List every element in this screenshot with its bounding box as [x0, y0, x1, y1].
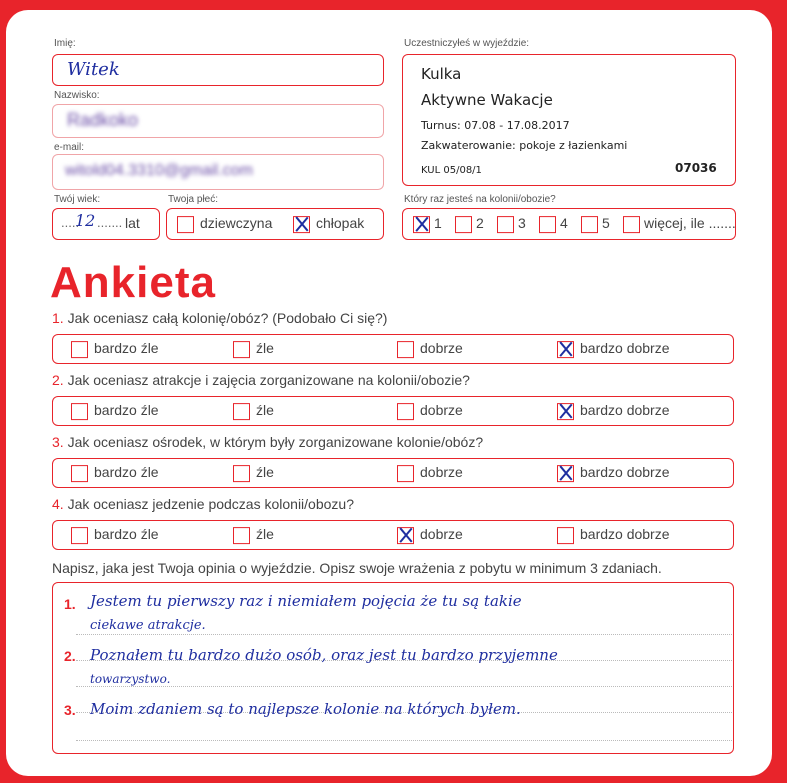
attendance-checkbox[interactable] [581, 216, 598, 233]
rating-label: bardzo dobrze [580, 402, 670, 419]
attendance-option-label: 2 [476, 215, 484, 232]
attendance-option-label: więcej, ile ....... [644, 215, 736, 232]
rating-option[interactable] [557, 402, 670, 420]
rating-label: źle [256, 402, 274, 419]
rating-checkbox[interactable] [557, 341, 574, 358]
rating-option[interactable] [397, 340, 463, 358]
attendance-option-label: 1 [434, 215, 442, 232]
rating-checkbox[interactable] [233, 341, 250, 358]
rating-checkbox[interactable] [71, 527, 88, 544]
opinion-number: 1. [64, 596, 76, 612]
attendance-field [402, 208, 736, 240]
attendance-option-4[interactable] [539, 215, 568, 233]
attendance-option-5[interactable] [581, 215, 610, 233]
trip-number: 07036 [675, 161, 717, 175]
question-2 [52, 372, 470, 388]
accommodation-label: Zakwaterowanie: [421, 139, 516, 152]
question-number: 4. [52, 496, 64, 512]
attendance-checkbox[interactable] [623, 216, 640, 233]
email-value: witold04.3310@gmail.com [65, 162, 253, 179]
rating-checkbox[interactable] [397, 341, 414, 358]
rating-row-2 [52, 396, 734, 426]
rating-label: dobrze [420, 402, 463, 419]
question-1 [52, 310, 387, 326]
attendance-option-label: 5 [602, 215, 610, 232]
question-number: 3. [52, 434, 64, 450]
question-4 [52, 496, 354, 512]
name-field[interactable] [52, 54, 384, 86]
gender-field [166, 208, 384, 240]
question-3 [52, 434, 483, 450]
turnus-label: Turnus: [421, 119, 461, 132]
attendance-checkbox[interactable] [413, 216, 430, 233]
rating-row-4 [52, 520, 734, 550]
email-field[interactable] [52, 154, 384, 190]
opinion-prompt: Napisz, jaka jest Twoja opinia o wyjeździe. Opisz swoje wrażenia z pobytu w minimum 3 zdaniach. [52, 560, 662, 576]
rating-option[interactable] [397, 402, 463, 420]
rating-checkbox[interactable] [233, 403, 250, 420]
question-text: Jak oceniasz jedzenie podczas kolonii/obozu? [67, 496, 354, 512]
rating-label: źle [256, 340, 274, 357]
surname-field[interactable] [52, 104, 384, 138]
trip-organizer: Kulka [421, 65, 462, 83]
rating-option[interactable] [71, 526, 159, 544]
survey-form [6, 10, 772, 776]
rating-label: bardzo dobrze [580, 464, 670, 481]
opinion-line-2: ciekawe atrakcje. [90, 618, 206, 633]
rating-label: źle [256, 464, 274, 481]
opinion-line-1: Jestem tu pierwszy raz i niemiałem pojęcia że tu są takie [90, 592, 522, 610]
rating-checkbox[interactable] [557, 527, 574, 544]
rating-label: bardzo źle [94, 526, 159, 543]
writing-line [76, 740, 732, 741]
rating-option[interactable] [233, 464, 274, 482]
trip-code: KUL 05/08/1 [421, 165, 482, 176]
rating-option[interactable] [233, 526, 274, 544]
writing-line [76, 634, 732, 635]
rating-checkbox[interactable] [557, 403, 574, 420]
rating-option[interactable] [71, 340, 159, 358]
trip-box [402, 54, 736, 186]
rating-option[interactable] [71, 464, 159, 482]
rating-checkbox[interactable] [557, 465, 574, 482]
question-text: Jak oceniasz atrakcje i zajęcia zorganizowane na kolonii/obozie? [67, 372, 470, 388]
question-text: Jak oceniasz całą kolonię/obóz? (Podobało Ci się?) [67, 310, 388, 326]
rating-label: bardzo dobrze [580, 340, 670, 357]
rating-checkbox[interactable] [397, 403, 414, 420]
rating-option[interactable] [557, 464, 670, 482]
attendance-checkbox[interactable] [455, 216, 472, 233]
rating-label: bardzo źle [94, 402, 159, 419]
rating-checkbox[interactable] [71, 465, 88, 482]
gender-label: Twoja płeć: [168, 194, 219, 205]
rating-label: dobrze [420, 340, 463, 357]
rating-checkbox[interactable] [397, 527, 414, 544]
attendance-option-1[interactable] [413, 215, 442, 233]
gender-checkbox[interactable] [177, 216, 194, 233]
accommodation-value: pokoje z łazienkami [519, 139, 628, 152]
rating-row-3 [52, 458, 734, 488]
age-value: 12 [75, 211, 96, 230]
gender-option-female[interactable] [177, 215, 272, 233]
name-value: Witek [67, 59, 120, 80]
rating-label: bardzo dobrze [580, 526, 670, 543]
name-label: Imię: [54, 38, 76, 49]
rating-option[interactable] [233, 340, 274, 358]
rating-label: bardzo źle [94, 464, 159, 481]
rating-option[interactable] [233, 402, 274, 420]
rating-checkbox[interactable] [71, 341, 88, 358]
age-unit: lat [125, 215, 140, 231]
rating-checkbox[interactable] [397, 465, 414, 482]
attendance-option-2[interactable] [455, 215, 484, 233]
opinion-line-4: towarzystwo. [90, 672, 171, 686]
rating-label: dobrze [420, 464, 463, 481]
rating-checkbox[interactable] [233, 527, 250, 544]
opinion-number: 3. [64, 702, 76, 718]
attendance-option-3[interactable] [497, 215, 526, 233]
rating-checkbox[interactable] [233, 465, 250, 482]
age-label: Twój wiek: [54, 194, 101, 205]
opinion-number: 2. [64, 648, 76, 664]
rating-label: bardzo źle [94, 340, 159, 357]
rating-label: dobrze [420, 526, 463, 543]
trip-program: Aktywne Wakacje [421, 91, 553, 109]
rating-option[interactable] [397, 526, 463, 544]
question-number: 1. [52, 310, 64, 326]
age-field[interactable]: ..... 12 ....... lat [52, 208, 160, 240]
surname-value: Radkoko [67, 110, 139, 130]
rating-option[interactable] [557, 340, 670, 358]
writing-line [76, 686, 732, 687]
survey-title: Ankieta [50, 258, 216, 307]
gender-option-label: chłopak [316, 215, 365, 232]
question-text: Jak oceniasz ośrodek, w którym były zorganizowane kolonie/obóz? [67, 434, 484, 450]
trip-label: Uczestniczyłeś w wyjeździe: [404, 38, 530, 49]
rating-label: źle [256, 526, 274, 543]
attendance-label: Który raz jesteś na kolonii/obozie? [404, 194, 556, 205]
attendance-option-6[interactable] [623, 215, 736, 233]
opinion-line-3: Poznałem tu bardzo dużo osób, oraz jest tu bardzo przyjemne [90, 646, 558, 664]
question-number: 2. [52, 372, 64, 388]
attendance-checkbox[interactable] [539, 216, 556, 233]
attendance-option-label: 4 [560, 215, 568, 232]
attendance-option-label: 3 [518, 215, 526, 232]
rating-row-1 [52, 334, 734, 364]
gender-option-male[interactable] [293, 215, 364, 233]
rating-option[interactable] [71, 402, 159, 420]
rating-checkbox[interactable] [71, 403, 88, 420]
rating-option[interactable] [397, 464, 463, 482]
gender-option-label: dziewczyna [200, 215, 273, 232]
surname-label: Nazwisko: [54, 90, 100, 101]
turnus-value: 07.08 - 17.08.2017 [464, 119, 570, 132]
gender-checkbox[interactable] [293, 216, 310, 233]
opinion-line-5: Moim zdaniem są to najlepsze kolonie na których byłem. [90, 700, 521, 718]
email-label: e-mail: [54, 142, 85, 153]
rating-option[interactable] [557, 526, 670, 544]
attendance-checkbox[interactable] [497, 216, 514, 233]
